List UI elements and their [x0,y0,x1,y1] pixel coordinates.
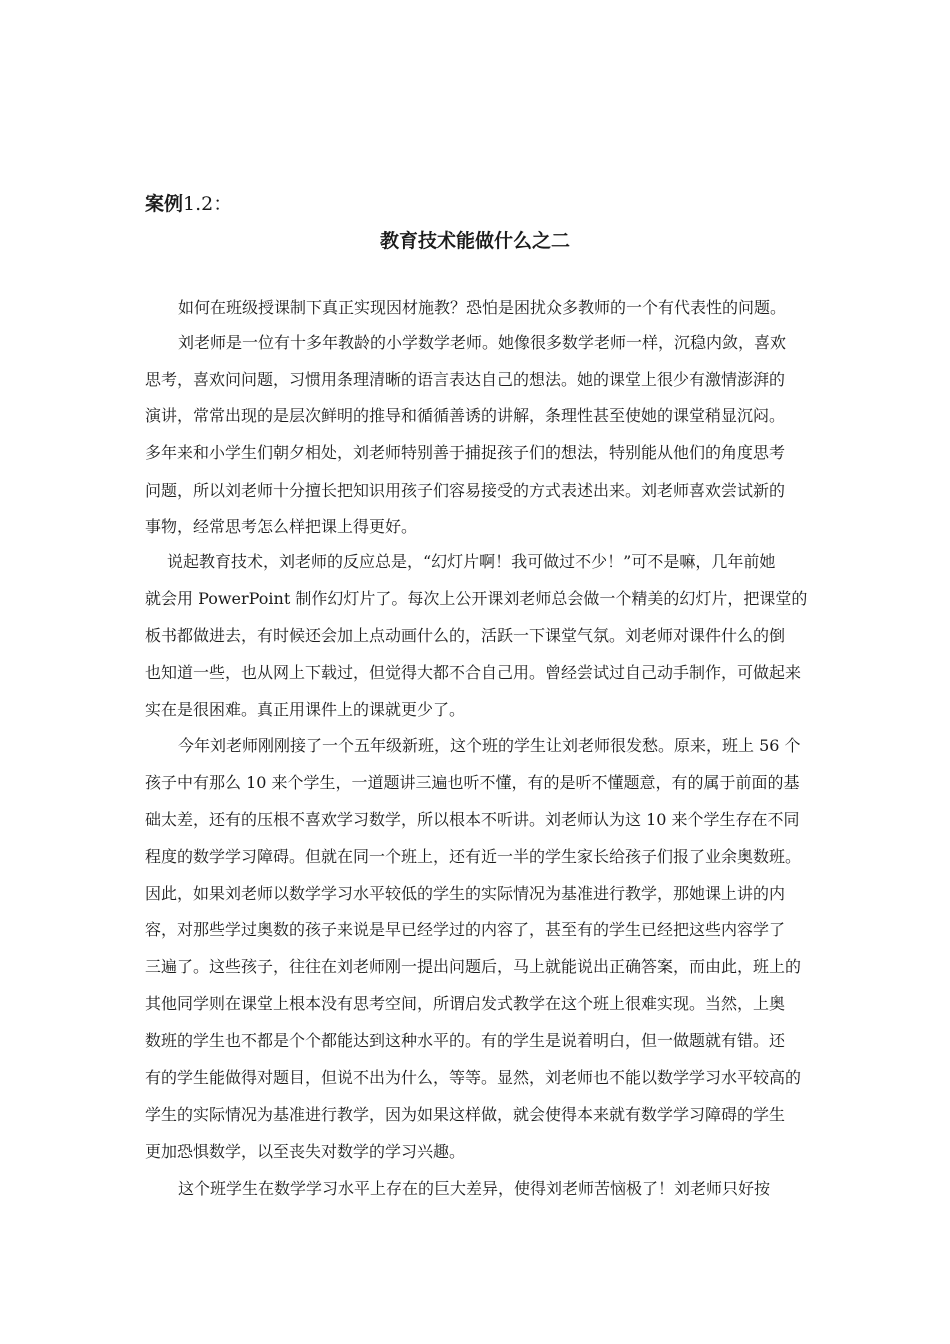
case-label-number: 1.2： [183,193,233,215]
body-line: 事物，经常思考怎么样把课上得更好。 [145,517,418,536]
body-line: 实在是很困难。真正用课件上的课就更少了。 [145,700,466,719]
body-line: 容，对那些学过奥数的孩子来说是早已经学过的内容了，甚至有的学生已经把这些内容学了 [145,920,786,939]
body-line: 因此，如果刘老师以数学学习水平较低的学生的实际情况为基准进行教学，那她课上讲的内 [145,884,786,903]
body-line: 说起教育技术，刘老师的反应总是，“幻灯片啊！我可做过不少！”可不是嘛，几年前她 [167,552,776,571]
body-line: 思考，喜欢问问题，习惯用条理清晰的语言表达自己的想法。她的课堂上很少有激情澎湃的 [145,370,786,389]
body-line: 也知道一些，也从网上下载过，但觉得大都不合自己用。曾经尝试过自己动手制作，可做起来 [145,663,802,682]
body-line: 今年刘老师刚刚接了一个五年级新班，这个班的学生让刘老师很发愁。原来，班上 56 个 [178,736,801,755]
body-line: 演讲，常常出现的是层次鲜明的推导和循循善诱的讲解，条理性甚至使她的课堂稍显沉闷。 [145,406,786,425]
body-line: 三遍了。这些孩子，往往在刘老师刚一提出问题后，马上就能说出正确答案，而由此，班上的 [145,957,802,976]
body-line: 学生的实际情况为基准进行教学，因为如果这样做，就会使得本来就有数学学习障碍的学生 [145,1105,786,1124]
document-title: 教育技术能做什么之二 [379,230,570,252]
case-label-prefix: 案例 [145,193,184,215]
body-line: 板书都做进去，有时候还会加上点动画什么的，活跃一下课堂气氛。刘老师对课件什么的倒 [145,626,786,645]
body-line: 这个班学生在数学学习水平上存在的巨大差异，使得刘老师苦恼极了！刘老师只好按 [178,1179,771,1198]
body-line: 多年来和小学生们朝夕相处，刘老师特别善于捕捉孩子们的想法，特别能从他们的角度思考 [145,443,786,462]
body-line: 更加恐惧数学，以至丧失对数学的学习兴趣。 [145,1142,466,1161]
body-line: 其他同学则在课堂上根本没有思考空间，所谓启发式教学在这个班上很难实现。当然，上奥 [145,994,786,1013]
body-line: 程度的数学学习障碍。但就在同一个班上，还有近一半的学生家长给孩子们报了业余奥数班。 [145,847,802,866]
body-line: 有的学生能做得对题目，但说不出为什么，等等。显然，刘老师也不能以数学学习水平较高的 [145,1068,802,1087]
body-line: 如何在班级授课制下真正实现因材施教？恐怕是困扰众多教师的一个有代表性的问题。 [178,298,787,317]
body-line: 础太差，还有的压根不喜欢学习数学，所以根本不听讲。刘老师认为这 10 来个学生存在不同 [145,810,800,829]
body-line: 孩子中有那么 10 来个学生，一道题讲三遍也听不懂，有的是听不懂题意，有的属于前面的基 [145,773,800,792]
case-label [145,190,232,218]
body-line: 问题，所以刘老师十分擅长把知识用孩子们容易接受的方式表述出来。刘老师喜欢尝试新的 [145,481,786,500]
body-line: 就会用 PowerPoint 制作幻灯片了。每次上公开课刘老师总会做一个精美的幻灯片，把课堂的 [145,589,808,608]
body-line: 数班的学生也不都是个个都能达到这种水平的。有的学生是说着明白，但一做题就有错。还 [145,1031,786,1050]
body-line: 刘老师是一位有十多年教龄的小学数学老师。她像很多数学老师一样，沉稳内敛，喜欢 [178,333,787,352]
